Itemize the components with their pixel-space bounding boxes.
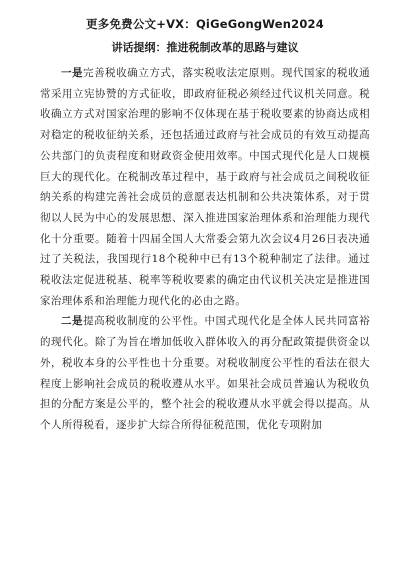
paragraph-1	[40, 63, 370, 311]
paragraph-1-lead: 一是	[61, 67, 84, 79]
paragraph-2-text: 提高税收制度的公平性。中国式现代化是全体人民共同富裕的现代化。除了为旨在增加低收入群体收入的再分配政策提供资金以外，税收本身的公平性也十分重要。对税收制度公平性的看法在很大程度上影响社会成员的税收遵从水平。如果社会成员普遍认为税收负担的分配方案是公平的，整个社会的税收遵从水平就会得以提高。从个人所得税看，逐步扩大综合所得征税范围，优化专项附加	[40, 315, 370, 431]
document-subtitle: 讲话提纲：推进税制改革的思路与建议	[111, 41, 299, 54]
promo-banner: 更多免费公文+VX：QiGeGongWen2024	[86, 17, 324, 31]
paragraph-2-lead: 二是	[61, 315, 84, 328]
paragraph-1-text: 完善税收确立方式，落实税收法定原则。现代国家的税收通常采用立宪协赞的方式征收，即政府征税必须经过代议机关同意。税收确立方式对国家治理的影响不仅体现在基于税收要素的协商达成相对稳定的税收征纳关系，还包括通过政府与社会成员的有效互动提高公共部门的负责程度和财政资金使用效率。中国式现代化是人口规模巨大的现代化。在税制改革过程中，基于政府与社会成员之间税收征纳关系的构建完善社会成员的意愿表达机制和公共决策体系，对于贯彻以人民为中心的发展思想、深入推进国家治理体系和治理能力现代化十分重要。随着十四届全国人大常委会第九次会议4月26日表决通过了关税法，我国现行18个税种中已有13个税种制定了法律。通过税收法定促进税基、税率等税收要素的确定由代议机关决定是推进国家治理体系和治理能力现代化的必由之路。	[40, 67, 370, 307]
paragraph-2	[40, 311, 370, 435]
